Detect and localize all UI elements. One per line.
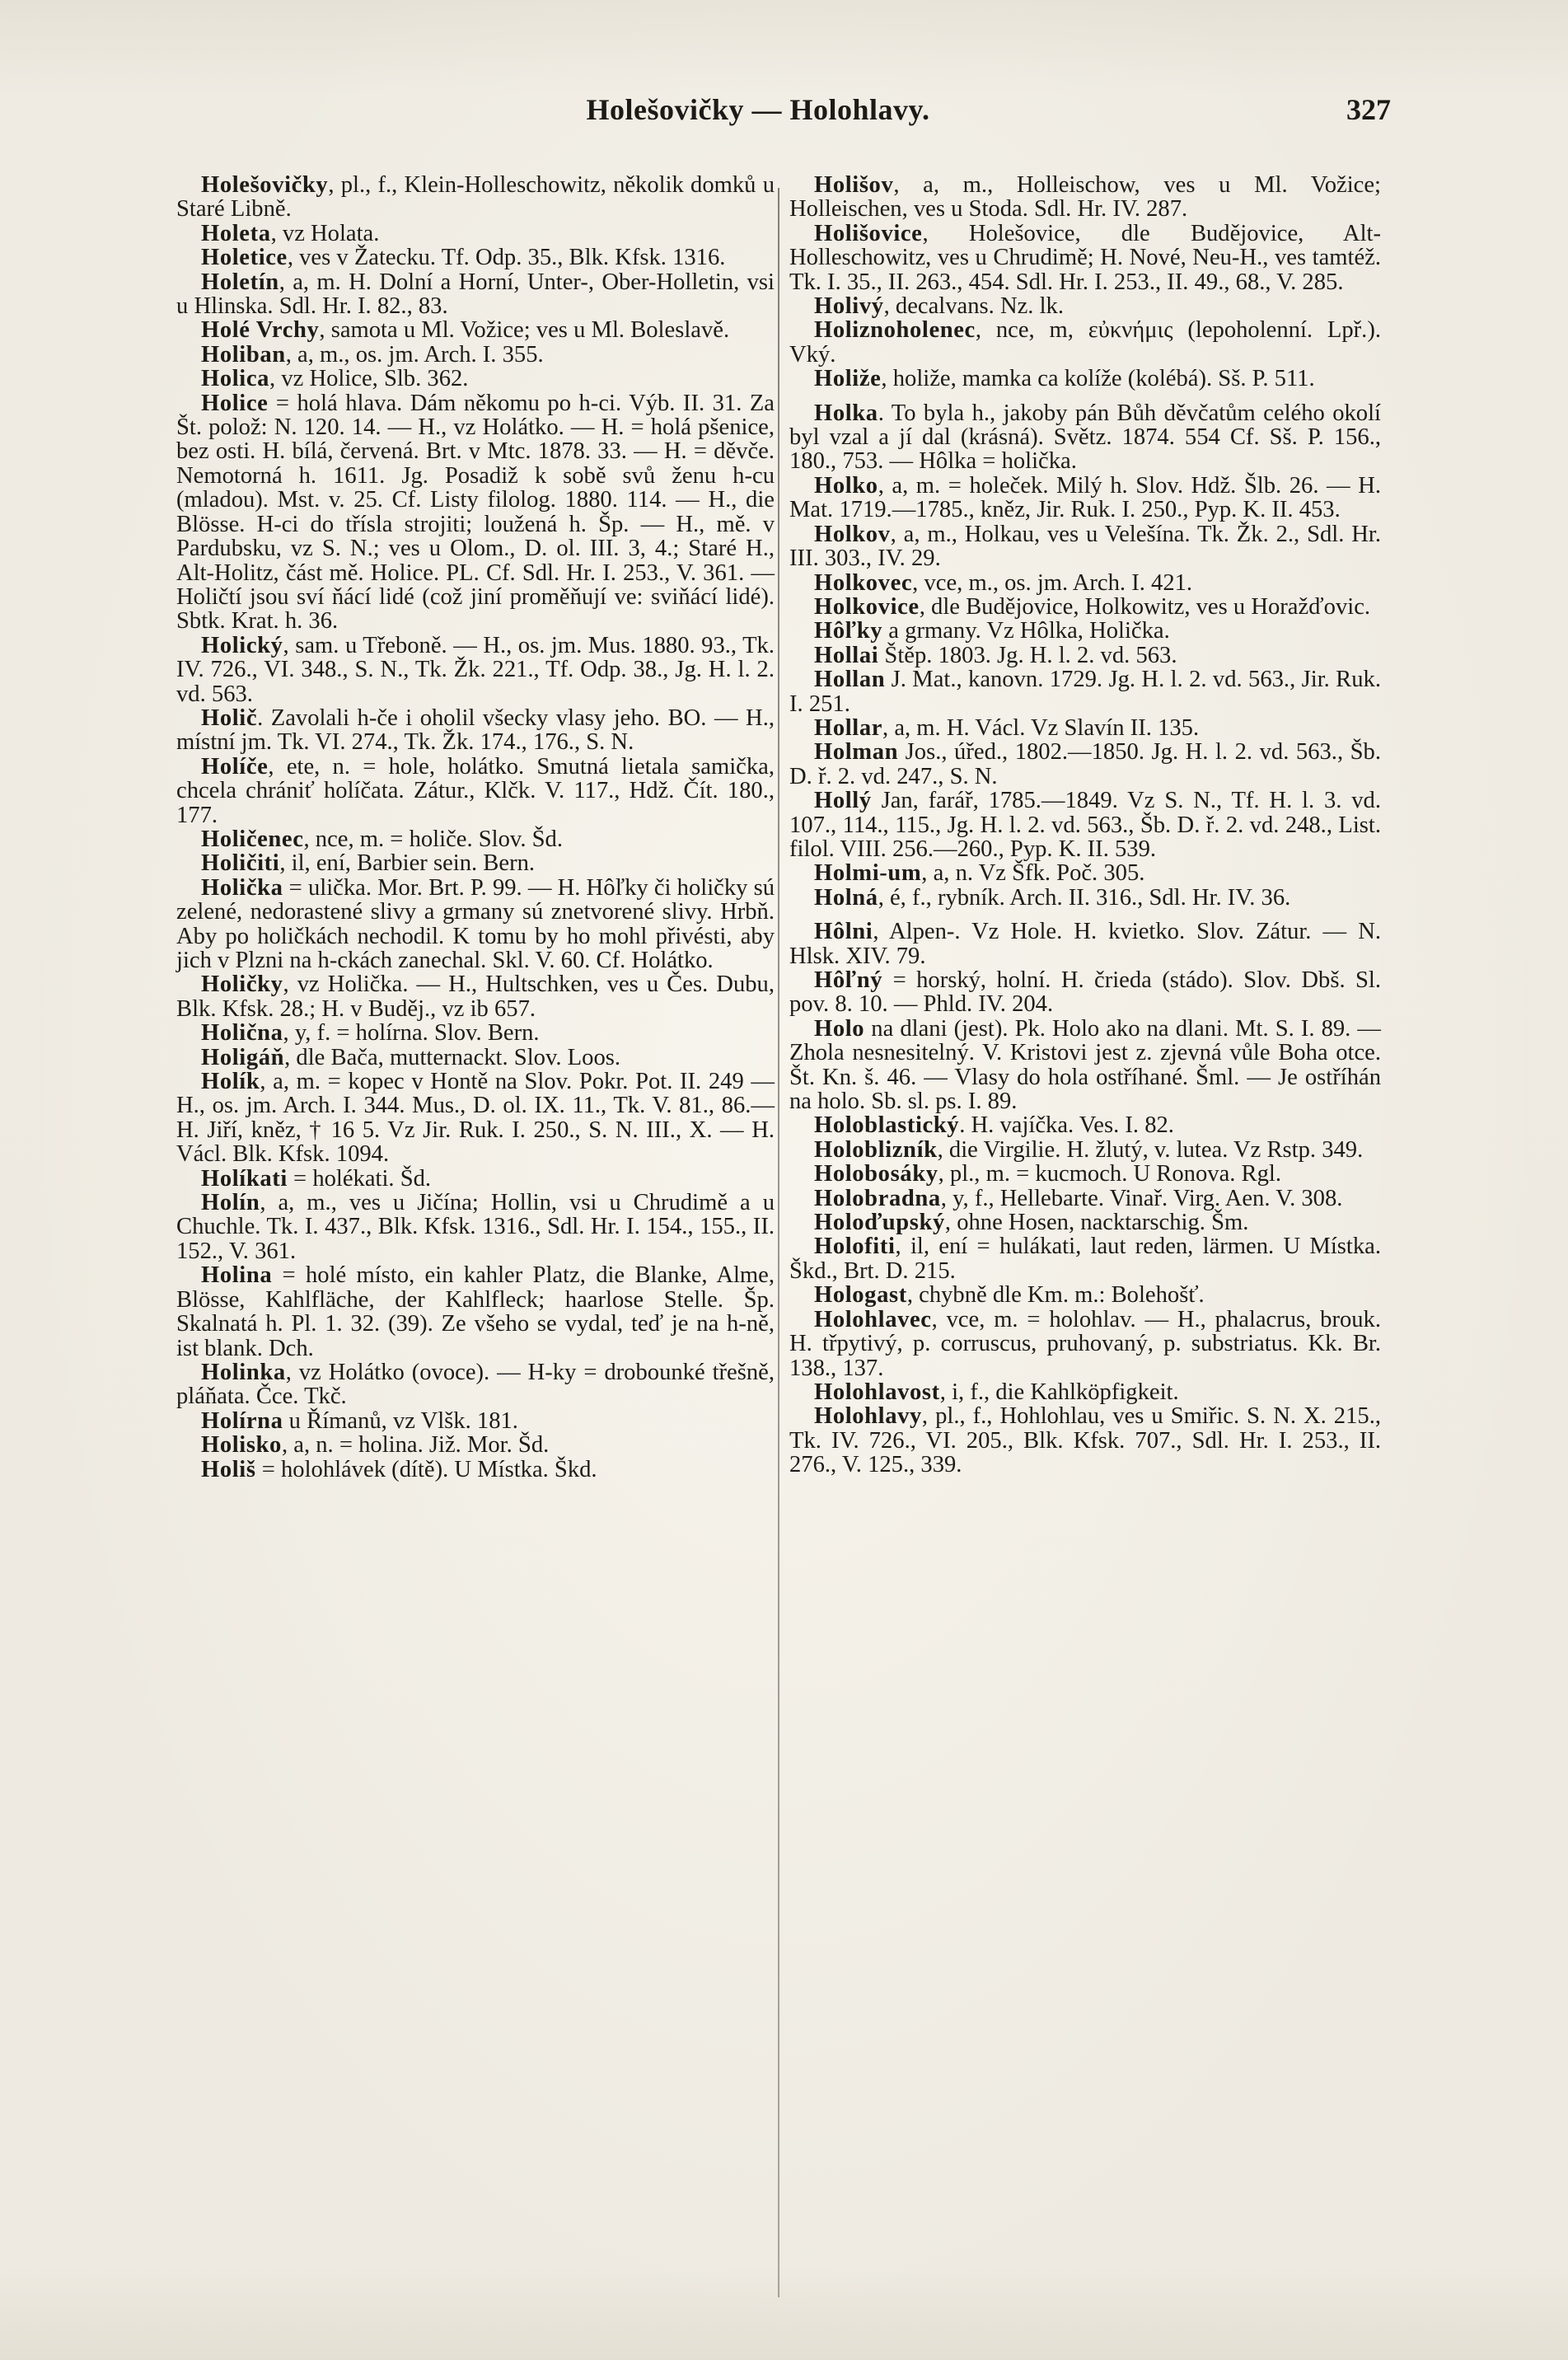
entry-text: Jos., úřed., 1802.—1850. Jg. H. l. 2. vd. 563., Šb. D. ř. 2. vd. 247., S. N. [789,739,1381,789]
entry-text: , vce, m., os. jm. Arch. I. 421. [912,569,1193,596]
dictionary-entry [176,1433,775,1457]
entry-text: . H. vajíčka. Ves. I. 82. [959,1112,1174,1139]
dictionary-entry [176,706,775,755]
entry-text: , dle Bača, mutternackt. Slov. Loos. [284,1044,621,1070]
entry-headword: Hollai [814,642,879,668]
entry-text: , a, n. = holina. Již. Mor. Šd. [281,1432,550,1459]
dictionary-entry [789,401,1381,474]
entry-text: , vce, m. = holohlav. — H., phalacrus, brouk. H. třpytivý, p. corruscus, pruhovaný, p. substriatus. Kk. Br. 138., 137. [789,1306,1381,1381]
entry-headword: Hôľný [814,967,883,993]
dictionary-entry [176,1191,775,1263]
entry-text: , ete, n. = hole, holátko. Smutná lietala samička, chcela chrániť holíčata. Zátur., Klčk. V. 117., Hdž. Čít. 180., 177. [176,753,775,828]
entry-text: , a, m. H. Dolní a Horní, Unter-, Ober-Holletin, vsi u Hlinska. Sdl. Hr. I. 82., 83. [176,269,775,320]
dictionary-entry [789,173,1381,222]
dictionary-entry [176,1046,775,1070]
entry-headword: Holkov [814,521,891,547]
dictionary-entry [789,367,1381,391]
dictionary-entry [176,367,775,391]
entry-headword: Holeta [201,220,271,246]
entry-text: , y, f., Hellebarte. Vinař. Virg. Aen. V. 308. [940,1185,1343,1211]
entry-text: . To byla h., jakoby pán Bůh děvčatům celého okolí byl vzal a jí dal (krásná). Světz. 1874. 554 Cf. Sš. P. 156., 180., 753. — Hôlka = holička. [789,400,1381,475]
dictionary-entry [789,1210,1381,1234]
entry-headword: Hollar [814,714,883,741]
right-column [789,173,1381,1477]
running-header [115,92,1401,142]
entry-headword: Holič [201,705,258,731]
entry-text: , samota u Ml. Vožice; ves u Ml. Boleslavě. [319,317,730,344]
entry-headword: Holobosáky [814,1161,938,1187]
entry-headword: Holešovičky [201,172,329,198]
entry-headword: Holo [814,1015,865,1042]
entry-headword: Holišov [814,172,894,198]
entry-text: , il, ení = hulákati, laut reden, lärmen. U Místka. Škd., Brt. D. 215. [789,1234,1381,1284]
entry-text: , Holešovice, dle Budějovice, Alt-Holleschowitz, ves u Chrudimě; H. Nové, Neu-H., ves tamtéž. Tk. I. 35., II. 263., 454. Sdl. Hr. I. 253., II. 49., 68., V. 285. [789,220,1381,295]
dictionary-entry [176,851,775,875]
dictionary-entry [176,876,775,973]
entry-headword: Holmi-um [814,860,922,887]
dictionary-entry [176,827,775,851]
entry-headword: Holigáň [201,1044,285,1070]
dictionary-entry [176,173,775,222]
dictionary-entry [789,667,1381,716]
entry-text: , die Virgilie. H. žlutý, v. lutea. Vz Rstp. 349. [937,1136,1364,1163]
dictionary-entry [176,391,775,634]
entry-headword: Holíče [201,753,269,780]
page-number: 327 [1346,93,1391,126]
entry-headword: Holinka [201,1359,286,1385]
entry-headword: Holohlavost [814,1379,940,1405]
entry-text: , decalvans. Nz. lk. [883,293,1064,320]
entry-text: , vz Holička. — H., Hultschken, ves u Čes. Dubu, Blk. Kfsk. 28.; H. v Buděj., vz ib 657. [176,972,775,1022]
entry-headword: Holičenec [201,826,304,852]
entry-headword: Holobradna [814,1185,941,1211]
entry-text: J. Mat., kanovn. 1729. Jg. H. l. 2. vd. 563., Jir. Ruk. I. 251. [789,667,1381,717]
entry-text: = horský, holní. H. črieda (stádo). Slov. Dbš. Sl. pov. 8. 10. — Phld. IV. 204. [789,967,1381,1018]
entry-text: , vz Holice, Slb. 362. [269,366,469,392]
entry-headword: Holice [201,390,269,416]
entry-text: , a, m. = holeček. Milý h. Slov. Hdž. Šlb. 26. — H. Mat. 1719.—1785., kněz, Jir. Ruk. I. 250., Pyp. K. II. 453. [789,472,1381,523]
entry-headword: Holický [201,632,283,658]
entry-headword: Hôľky [814,618,883,644]
entry-text: , vz Holátko (ovoce). — H-ky = drobounké třešně, pláňata. Čce. Tkč. [176,1359,775,1410]
dictionary-entry [789,619,1381,643]
entry-headword: Hollan [814,667,886,693]
dictionary-entry [789,1380,1381,1404]
dictionary-entry [789,595,1381,619]
dictionary-entry [789,474,1381,522]
entry-text: , a, m., Holleischow, ves u Ml. Vožice; Holleischen, ves u Stoda. Sdl. Hr. IV. 287. [789,172,1381,222]
dictionary-entry [789,571,1381,595]
dictionary-entry [789,1187,1381,1210]
entry-headword: Holko [814,472,878,499]
entry-headword: Holičiti [201,850,280,877]
entry-text: , Alpen-. Vz Hole. H. kvietko. Slov. Zátur. — N. Hlsk. XIV. 79. [789,919,1381,969]
dictionary-entry [176,1458,775,1482]
entry-headword: Holiban [201,341,286,368]
dictionary-entry [176,270,775,319]
entry-headword: Holoďupský [814,1210,945,1236]
entry-headword: Holírna [201,1407,283,1434]
entry-headword: Holé Vrchy [201,317,320,344]
dictionary-entry [789,1162,1381,1186]
entry-text: , holiže, mamka ca kolíže (kolébá). Sš. P. 511. [881,366,1315,392]
dictionary-entry [789,1404,1381,1477]
dictionary-entry [176,972,775,1021]
entry-headword: Holíkati [201,1165,288,1192]
dictionary-entry [789,716,1381,740]
entry-text: , a, m. = kopec v Hontě na Slov. Pokr. Pot. II. 249 — H., os. jm. Arch. I. 344. Mus., D. ol. IX. 11., Tk. V. 81., 86.— H. Jiří, kněz, † 16 5. Vz Jir. Ruk. I. 250., S. N. III., X. — H. Václ. Blk. Kfsk. 1094. [176,1069,775,1168]
entry-headword: Holisko [201,1432,282,1459]
entry-headword: Hologast [814,1282,907,1309]
entry-headword: Holka [814,400,878,426]
entry-text: , a, m. H. Václ. Vz Slavín II. 135. [882,714,1200,741]
entry-headword: Holina [201,1262,273,1289]
entry-headword: Holkovec [814,569,913,596]
entry-headword: Holetín [201,269,279,295]
entry-text: , pl., m. = kucmoch. U Ronova. Rgl. [938,1161,1282,1187]
entry-text: , dle Budějovice, Holkowitz, ves u Horažďovic. [919,593,1371,620]
entry-headword: Holoblizník [814,1136,938,1163]
entry-text: = holékati. Šd. [287,1165,432,1192]
dictionary-entry [176,1409,775,1433]
entry-text: Jan, farář, 1785.—1849. Vz S. N., Tf. H. l. 3. vd. 107., 114., 115., Jg. H. l. 2. vd. 563., Šb. D. ř. 2. vd. 248., List. filol. VIII. 256.—260., Pyp. K. II. 539. [789,788,1381,862]
entry-text: , é, f., rybník. Arch. II. 316., Sdl. Hr. IV. 36. [878,884,1291,911]
column-divider [778,188,779,2297]
entry-headword: Holoblastický [814,1112,960,1139]
dictionary-entry [789,1308,1381,1380]
dictionary-entry [176,318,775,342]
left-column [176,173,775,1482]
dictionary-entry [789,522,1381,571]
entry-headword: Holiznoholenec [814,317,976,344]
entry-headword: Holica [201,366,270,392]
dictionary-entry [176,343,775,367]
entry-text: , a, m., os. jm. Arch. I. 355. [285,341,544,368]
dictionary-entry [176,1070,775,1167]
entry-text: , pl., f., Klein-Holleschowitz, několik domků u Staré Libně. [176,172,775,222]
dictionary-entry [789,1113,1381,1137]
entry-text: , i, f., die Kahlköpfigkeit. [939,1379,1179,1405]
entry-headword: Holná [814,884,878,911]
entry-headword: Holičky [201,972,283,998]
dictionary-entry [176,1360,775,1409]
entry-text: , nce, m, εὐκνήμις (lepoholenní. Lpř.). Vký. [789,317,1381,368]
dictionary-entry [789,861,1381,885]
entry-headword: Holofiti [814,1234,896,1260]
entry-headword: Holohlavy [814,1403,922,1430]
entry-text: , chybně dle Km. m.: Bolehošť. [906,1282,1205,1309]
entry-text: = holohlávek (dítě). U Místka. Škd. [255,1456,597,1482]
dictionary-entry [789,968,1381,1017]
dictionary-entry [176,1021,775,1045]
entry-headword: Holiže [814,366,882,392]
dictionary-entry [176,634,775,706]
dictionary-entry [176,246,775,269]
dictionary-entry [789,294,1381,318]
entry-text: u Římanů, vz Vlšk. 181. [283,1407,518,1434]
entry-text: , il, ení, Barbier sein. Bern. [279,850,536,877]
entry-text: . Zavolali h-če i oholil všecky vlasy jeho. BO. — H., místní jm. Tk. VI. 274., Tk. Žk. 174., 176., S. N. [176,705,775,756]
entry-headword: Holín [201,1190,260,1216]
entry-text: , a, m., Holkau, ves u Velešína. Tk. Žk. 2., Sdl. Hr. III. 303., IV. 29. [789,521,1381,572]
entry-headword: Holična [201,1020,283,1047]
entry-text: , nce, m. = holiče. Slov. Šd. [303,826,563,852]
dictionary-entry [176,755,775,827]
entry-text: na dlani (jest). Pk. Holo ako na dlani. Mt. S. I. 89. — Zhola nesnesitelný. V. Kristovi jest z. zjevná vůle Boha otce. Št. Kn. š. 46. — Vlasy do hola ostříhané. Šml. — Je ostříhán na holo. Sb. sl. ps. I. 89. [789,1015,1381,1115]
entry-headword: Hôlni [814,919,873,945]
dictionary-entry [789,886,1381,910]
entry-text: Štěp. 1803. Jg. H. l. 2. vd. 563. [878,642,1177,668]
entry-text: , pl., f., Hohlohlau, ves u Smiřic. S. N. X. 215., Tk. IV. 726., VI. 205., Blk. Kfsk. 707., Sdl. Hr. I. 253., II. 276., V. 125., 339. [789,1403,1381,1478]
dictionary-entry [789,789,1381,861]
entry-text: , ves v Žatecku. Tf. Odp. 35., Blk. Kfsk. 1316. [287,245,726,271]
entry-headword: Holkovice [814,593,920,620]
dictionary-entry [789,1234,1381,1283]
dictionary-entry [789,222,1381,294]
entry-headword: Holohlavec [814,1306,932,1332]
entry-headword: Holišovice [814,220,923,246]
entry-headword: Holivý [814,293,884,320]
dictionary-entry [176,222,775,246]
entry-headword: Holiš [201,1456,256,1482]
dictionary-entry [176,1263,775,1360]
entry-text: , vz Holata. [270,220,380,246]
dictionary-entry [789,740,1381,789]
dictionary-entry [789,1017,1381,1114]
entry-text: , a, m., ves u Jičína; Hollin, vsi u Chrudimě a u Chuchle. Tk. I. 437., Blk. Kfsk. 1316., Sdl. Hr. I. 154., 155., II. 152., V. 361. [176,1190,775,1264]
entry-text: a grmany. Vz Hôlka, Holička. [882,618,1170,644]
dictionary-entry [789,318,1381,367]
entry-headword: Holík [201,1069,260,1095]
entry-text: , sam. u Třeboně. — H., os. jm. Mus. 1880. 93., Tk. IV. 726., VI. 348., S. N., Tk. Žk. 221., Tf. Odp. 38., Jg. H. l. 2. vd. 563. [176,632,775,707]
entry-headword: Holička [201,874,283,901]
entry-text: , ohne Hosen, nacktarschig. Šm. [944,1210,1249,1236]
entry-headword: Holman [814,739,899,766]
entry-text: = holá hlava. Dám někomu po h-ci. Výb. II. 31. Za Št. polož: N. 120. 14. — H., vz Holátko. — H. = holá pšenice, bez osti. H. bílá, červená. Brt. v Mtc. 1878. 33. — H. = děvče. Nemotorná h. 1611. Jg. Posadiž k sobě svů ženu h-cu (mladou). Mst. v. 25. Cf. Listy filolog. 1880. 114. — H., die Blösse. H-ci do třísla strojiti; loužená h. Šp. — H., mě. v Pardubsku, vz S. N.; ves u Olom., D. ol. III. 3, 4.; Staré H., Alt-Holitz, část mě. Holice. PL. Cf. Sdl. Hr. I. 253., V. 361. — Holičtí jsou sví ňácí lidé (což jiní proměňují ve: sviňácí lidé). Sbtk. Krat. h. 36. [176,390,775,634]
dictionary-entry [789,644,1381,667]
entry-headword: Hollý [814,788,872,814]
dictionary-entry [789,920,1381,968]
running-title: Holešovičky — Holohlavy. [586,93,930,126]
entry-text: , a, n. Vz Šfk. Poč. 305. [921,860,1145,887]
entry-headword: Holetice [201,245,288,271]
dictionary-entry [176,1167,775,1191]
entry-text: = holé místo, ein kahler Platz, die Blanke, Alme, Blösse, Kahlfläche, der Kahlfleck; haarlose Stelle. Šp. Skalnatá h. Pl. 1. 32. (39). Ze všeho se vydal, teď je na h-ně, ist blank. Dch. [176,1262,775,1361]
dictionary-entry [789,1283,1381,1307]
dictionary-entry [789,1138,1381,1162]
entry-text: = ulička. Mor. Brt. P. 99. — H. Hôľky či holičky sú zelené, nedorastené slivy a grmany sú znetvorené slivy. Hrbň. Aby po holičkách nechodil. K tomu by ho mohl přivésti, aby jich v Plzni na h-ckách zanechal. Skl. V. 60. Cf. Holátko. [176,874,775,973]
entry-text: , y, f. = holírna. Slov. Bern. [283,1020,540,1047]
